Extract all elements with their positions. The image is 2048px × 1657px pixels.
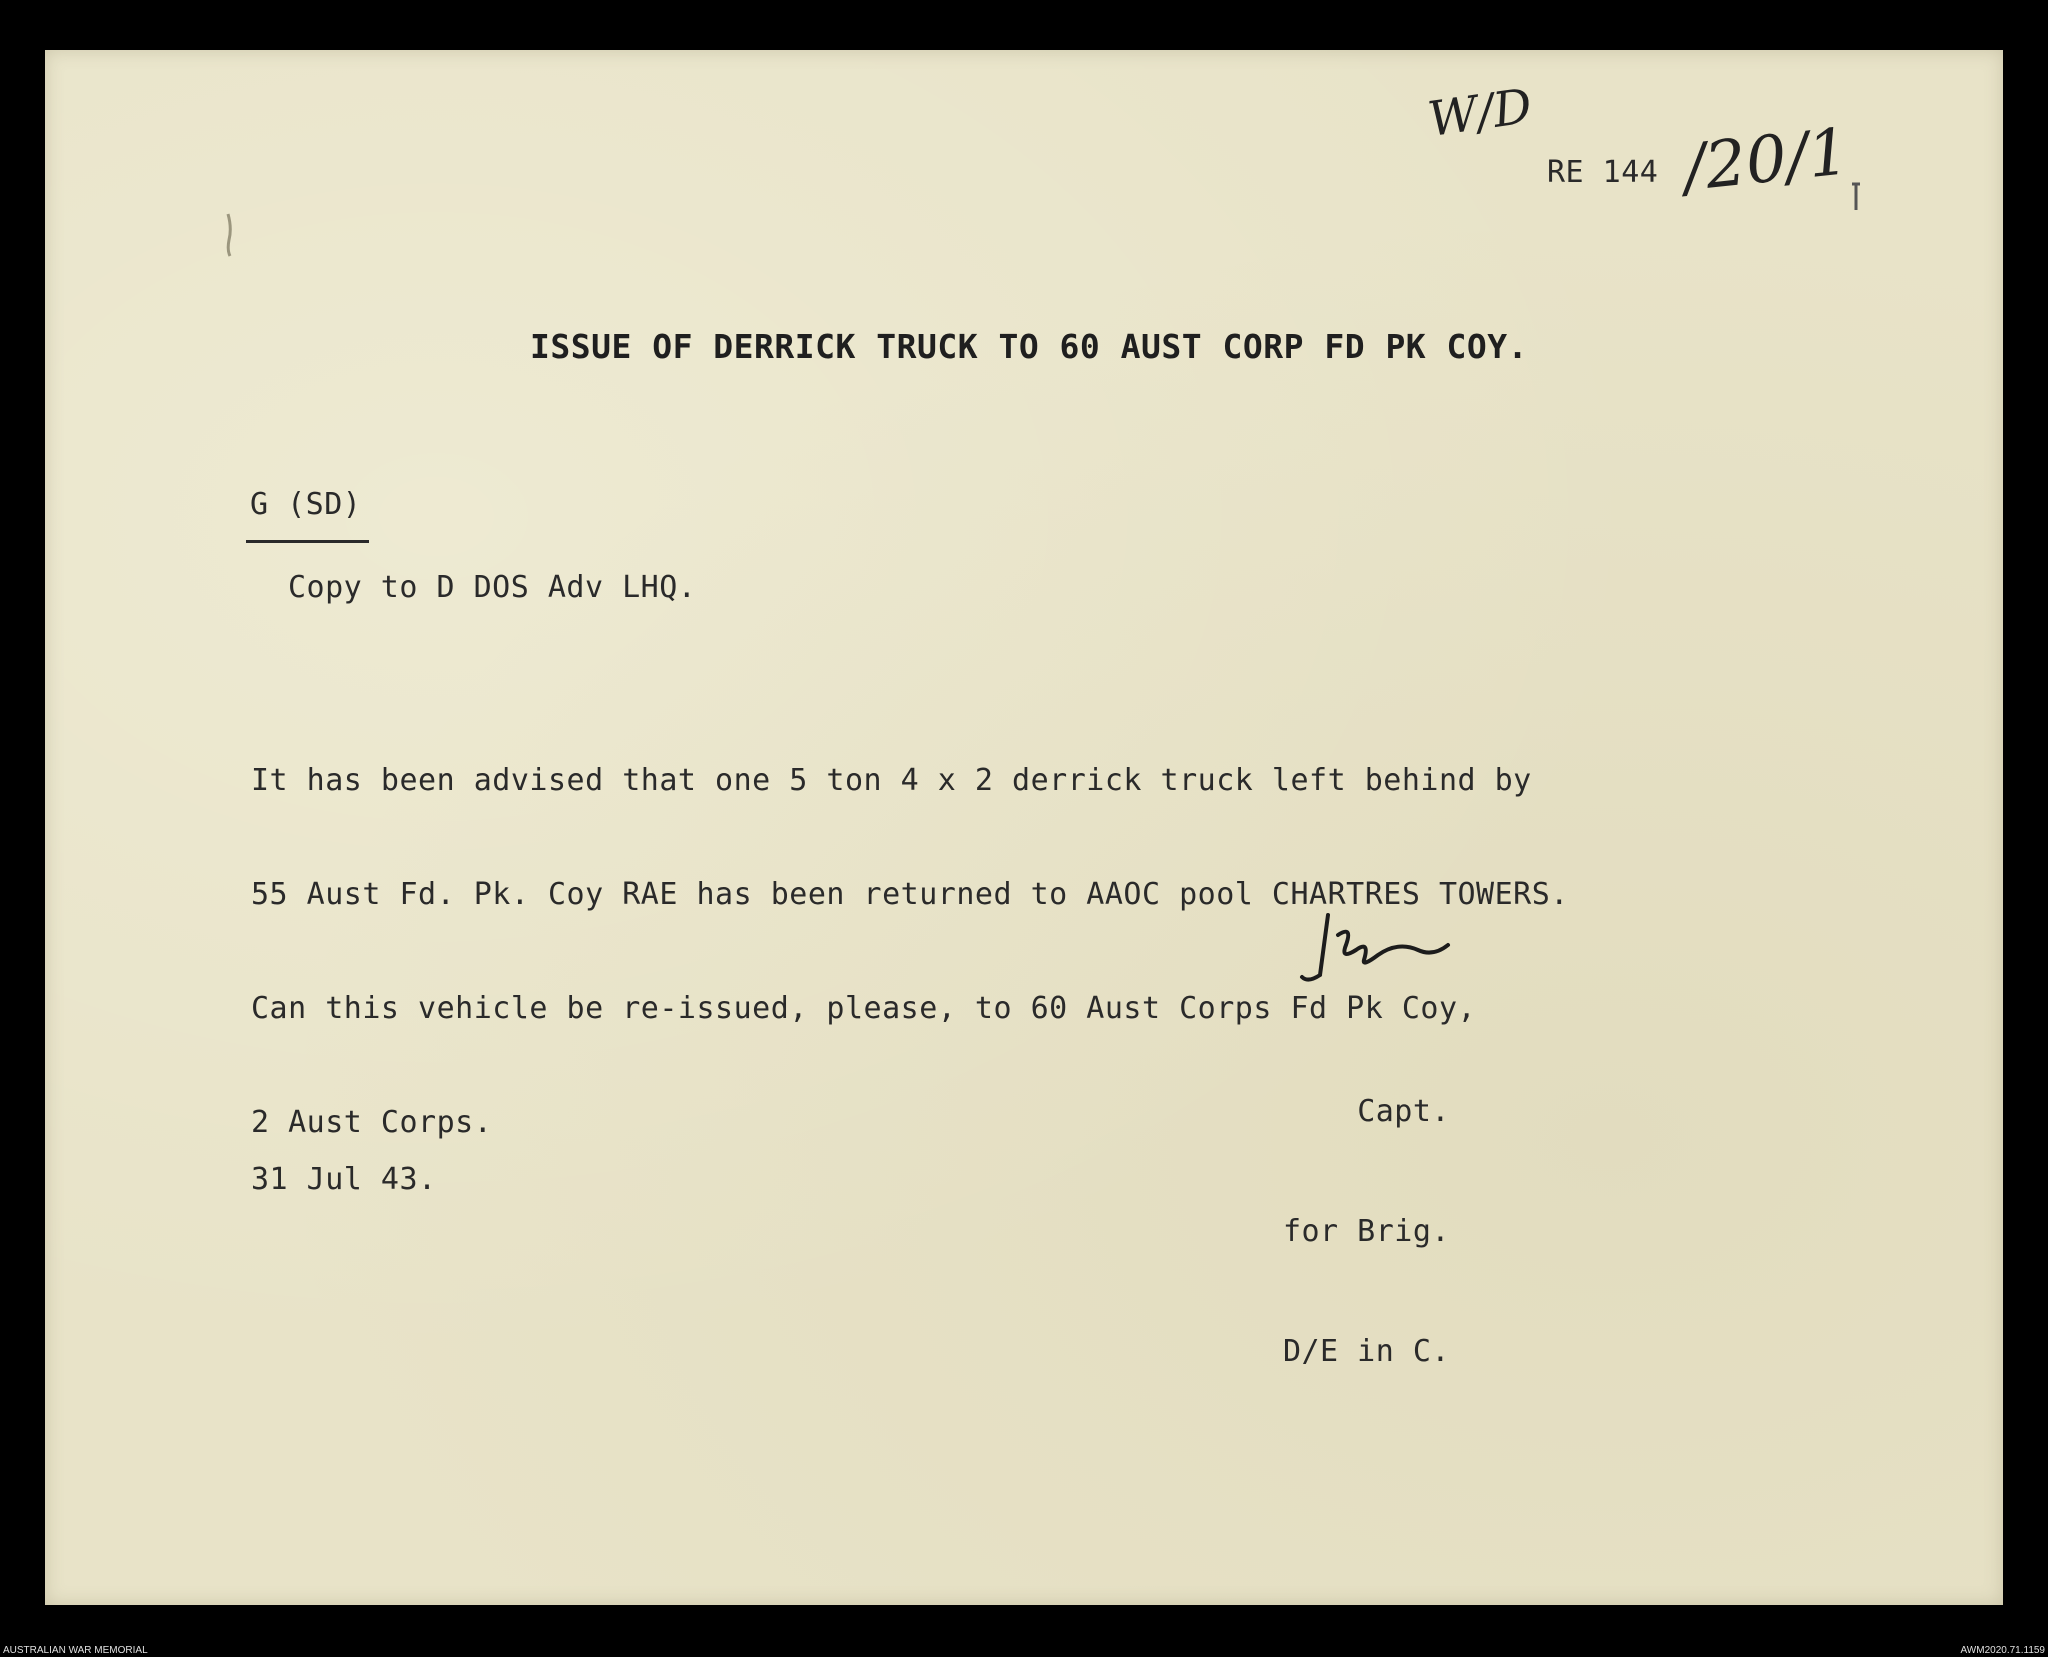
addressee-underline — [246, 540, 369, 543]
body-line: 55 Aust Fd. Pk. Coy RAE has been returned to AAOC pool CHARTRES TOWERS. — [251, 877, 1569, 912]
handwritten-wd: W/D — [1424, 78, 1536, 148]
body-line: 2 Aust Corps. — [251, 1105, 493, 1140]
reference-handwritten: /20/1 — [1680, 115, 1853, 206]
signature-rank: Capt. — [1357, 1094, 1450, 1129]
signature-unit: D/E in C. — [1282, 1334, 1450, 1369]
body-line: Can this vehicle be re-issued, please, to 60 Aust Corps Fd Pk Coy, — [251, 991, 1477, 1026]
punch-mark-left — [220, 210, 240, 260]
signature-block — [1270, 1012, 1450, 1412]
body-line: It has been advised that one 5 ton 4 x 2 derrick truck left behind by — [251, 763, 1532, 798]
copy-line: Copy to D DOS Adv LHQ. — [288, 570, 697, 605]
footer-credit: AUSTRALIAN WAR MEMORIAL — [3, 1645, 148, 1656]
footer-catalogue-id: AWM2020.71.1159 — [1960, 1645, 2045, 1656]
reference-number: RE 144 — [1547, 155, 1659, 190]
document-title: ISSUE OF DERRICK TRUCK TO 60 AUST CORP FD PK COY. — [530, 327, 1529, 366]
document-date: 31 Jul 43. — [251, 1162, 437, 1197]
signature-for: for Brig. — [1282, 1214, 1450, 1249]
addressee: G (SD) — [250, 487, 362, 522]
signature — [1298, 905, 1458, 995]
